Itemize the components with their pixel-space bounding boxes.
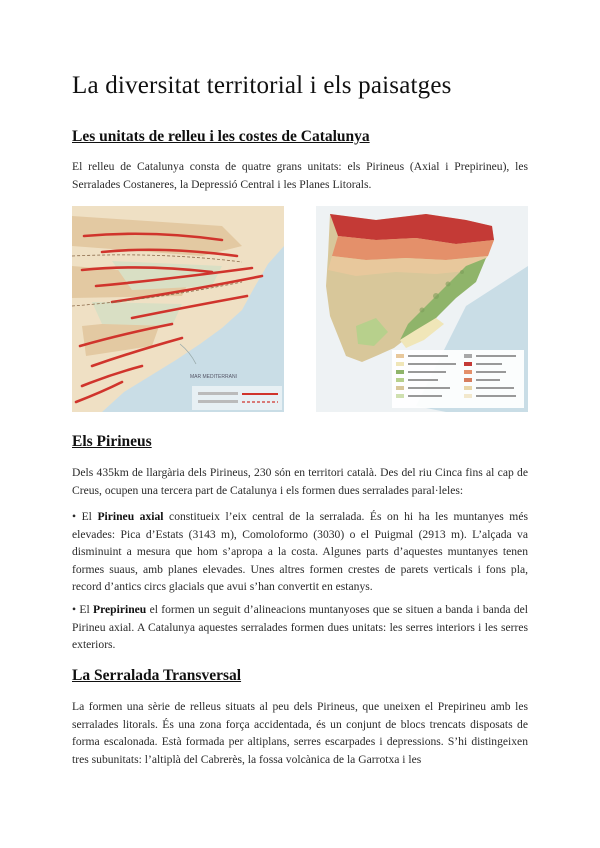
section-heading-pyrenees: Els Pirineus xyxy=(72,433,152,450)
relief-units-map xyxy=(316,206,528,412)
paragraph-prepyrenees: • El Prepirineu el formen un seguit d’alineacions muntanyoses que se situen a banda i banda del Pirineu axial. A Catalunya aquestes serralades formen dues unitats: les serres interiors i les serres exteriors. xyxy=(72,603,528,652)
section-heading-relief-units: Les unitats de relleu i les costes de Catalunya xyxy=(72,128,370,145)
paragraph-transversal-range: La formen una sèrie de relleus situats al peu dels Pirineus, que uneixen el Prepirineu amb les serralades litorals. És una zona força accidentada, és un conjunt de blocs trencats disposats de forma escalonada. Està formada per altiplans, serres escarpades i depressions. S’hi distingeixen tres subunitats: l’altiplà del Cabrerès, la fossa volcànica de la Garrotxa i les xyxy=(72,700,528,766)
term-axial-pyrenees: Pirineu axial xyxy=(97,510,164,523)
bullet: • xyxy=(72,603,77,616)
page-title: La diversitat territorial i els paisatges xyxy=(72,72,452,99)
bullet: • xyxy=(72,510,77,523)
term-prepyrenees: Prepirineu xyxy=(93,603,147,616)
section-heading-transversal-range: La Serralada Transversal xyxy=(72,667,242,684)
paragraph-relief-intro: El relleu de Catalunya consta de quatre grans unitats: els Pirineus (Axial i Prepirineu), les Serralades Costaneres, la Depressió Central i les Planes Litorals. xyxy=(72,160,528,191)
map-sea-label: MAR MEDITERRANI xyxy=(190,374,237,380)
geological-structure-map xyxy=(72,206,284,412)
paragraph-axial-pyrenees: • El Pirineu axial constitueix l’eix central de la serralada. És on hi ha les muntanyes més elevades: Pica d’Estats (3143 m), Comoloformo (3030) o el Puigmal (2913 m). L’alçada va disminuint a mesura que hom s’apropa a la costa. Algunes parts d’aquestes muntanyes tenen formes suaus, amb planes elevades. Unes altres formen crestes de parets verticals i fons pla, record d’antics circs glacials que avui s’han convertit en estanys. xyxy=(72,510,528,594)
paragraph-pyrenees-intro: Dels 435km de llargària dels Pirineus, 230 són en territori català. Des del riu Cinca fins al cap de Creus, ocupen una tercera part de Catalunya i els formen dues serralades paral·leles: xyxy=(72,466,528,497)
